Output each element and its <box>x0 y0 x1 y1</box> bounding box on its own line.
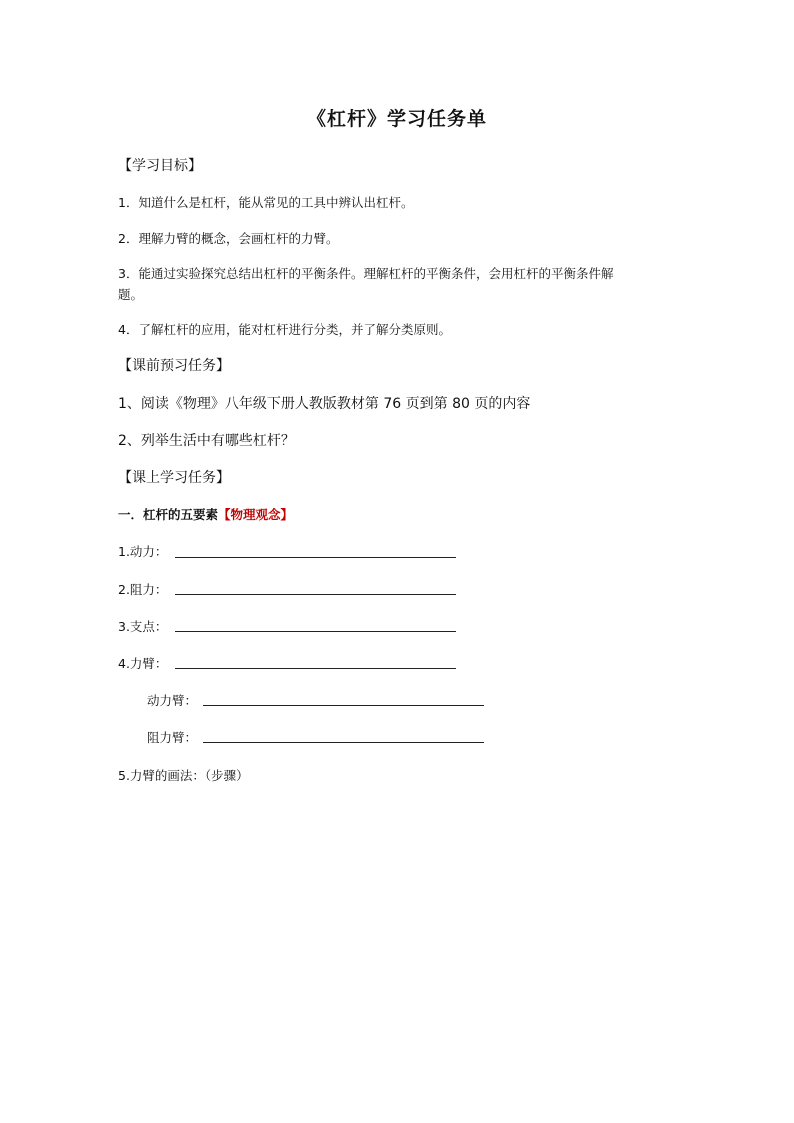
section-heading <box>118 505 293 523</box>
field-blank-power[interactable] <box>175 557 456 558</box>
field-label-resistance: 2.阻力： <box>118 582 168 597</box>
field-blank-fulcrum[interactable] <box>175 631 456 632</box>
field-blank-arm[interactable] <box>175 668 456 669</box>
field-label-power-arm: 动力臂： <box>147 693 198 708</box>
preview-item-1: 1、阅读《物理》八年级下册人教版教材第 76 页到第 80 页的内容 <box>118 396 531 412</box>
field-label-arm: 4.力臂： <box>118 656 168 671</box>
field-label-fulcrum: 3.支点： <box>118 619 168 634</box>
section-title: 一．杠杆的五要素 <box>118 507 219 522</box>
section-tag: 【物理观念】 <box>218 507 294 522</box>
field-blank-resistance-arm[interactable] <box>203 742 484 743</box>
objective-item-3: 3．能通过实验探究总结出杠杆的平衡条件。理解杠杆的平衡条件，会用杠杆的平衡条件解 <box>118 266 614 281</box>
preview-header: 【课前预习任务】 <box>118 358 230 374</box>
inclass-header: 【课上学习任务】 <box>118 470 230 486</box>
page-title: 《杠杆》学习任务单 <box>306 108 487 130</box>
objective-item-4: 4．了解杠杆的应用，能对杠杆进行分类，并了解分类原则。 <box>118 322 451 337</box>
objective-item-1: 1．知道什么是杠杆，能从常见的工具中辨认出杠杆。 <box>118 195 414 210</box>
field-blank-resistance[interactable] <box>175 594 456 595</box>
preview-item-2: 2、列举生活中有哪些杠杆？ <box>118 433 295 449</box>
step-5-drawing-method: 5.力臂的画法：（步骤） <box>118 768 249 783</box>
field-label-power: 1.动力： <box>118 544 168 559</box>
objective-item-3-cont: 题。 <box>118 287 144 302</box>
field-label-resistance-arm: 阻力臂： <box>147 730 198 745</box>
objective-item-2: 2．理解力臂的概念，会画杠杆的力臂。 <box>118 231 339 246</box>
field-blank-power-arm[interactable] <box>203 705 484 706</box>
objectives-header: 【学习目标】 <box>118 158 202 174</box>
